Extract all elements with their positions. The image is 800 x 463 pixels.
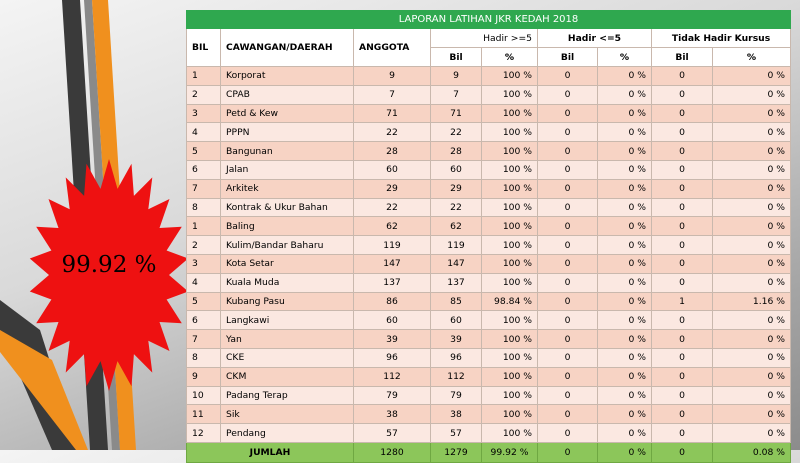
cell-th-bil: 0 <box>652 160 713 179</box>
cell-th-pct: 0 % <box>713 198 791 217</box>
cell-th-pct: 0 % <box>713 254 791 273</box>
table-row <box>187 292 791 311</box>
cell-cawangan: PPPN <box>221 123 354 142</box>
cell-h5-bil: 7 <box>431 85 482 104</box>
cell-hl-bil: 0 <box>538 179 598 198</box>
cell-h5-bil: 57 <box>431 424 482 443</box>
table-row <box>187 123 791 142</box>
cell-hl-bil: 0 <box>538 104 598 123</box>
cell-bil: 5 <box>187 142 221 161</box>
cell-anggota: 60 <box>354 311 431 330</box>
cell-hl-bil: 0 <box>538 142 598 161</box>
table-row <box>187 67 791 86</box>
cell-cawangan: Baling <box>221 217 354 236</box>
cell-anggota: 38 <box>354 405 431 424</box>
cell-cawangan: Kulim/Bandar Baharu <box>221 236 354 255</box>
table-row <box>187 160 791 179</box>
cell-h5-pct: 100 % <box>482 311 538 330</box>
cell-hl-bil: 0 <box>538 292 598 311</box>
cell-bil: 10 <box>187 386 221 405</box>
cell-anggota: 39 <box>354 330 431 349</box>
report-title: LAPORAN LATIHAN JKR KEDAH 2018 <box>187 11 791 29</box>
cell-h5-pct: 100 % <box>482 386 538 405</box>
table-row <box>187 142 791 161</box>
cell-h5-pct: 100 % <box>482 348 538 367</box>
report-table <box>186 10 791 463</box>
cell-bil: 7 <box>187 179 221 198</box>
report-table-container <box>186 10 790 463</box>
total-h5-bil: 1279 <box>431 442 482 462</box>
table-row <box>187 236 791 255</box>
cell-anggota: 112 <box>354 367 431 386</box>
cell-h5-pct: 100 % <box>482 123 538 142</box>
cell-anggota: 28 <box>354 142 431 161</box>
cell-h5-pct: 100 % <box>482 424 538 443</box>
cell-th-bil: 0 <box>652 311 713 330</box>
table-row <box>187 273 791 292</box>
cell-bil: 12 <box>187 424 221 443</box>
cell-hl-pct: 0 % <box>598 424 652 443</box>
total-row <box>187 442 791 462</box>
cell-th-pct: 0 % <box>713 367 791 386</box>
cell-hl-bil: 0 <box>538 424 598 443</box>
cell-hl-bil: 0 <box>538 273 598 292</box>
cell-hl-bil: 0 <box>538 311 598 330</box>
total-anggota: 1280 <box>354 442 431 462</box>
cell-cawangan: Padang Terap <box>221 386 354 405</box>
cell-h5-bil: 85 <box>431 292 482 311</box>
starburst-text: 99.92 % <box>61 252 157 278</box>
cell-th-bil: 0 <box>652 405 713 424</box>
total-th-pct: 0.08 % <box>713 442 791 462</box>
cell-hl-pct: 0 % <box>598 273 652 292</box>
cell-anggota: 147 <box>354 254 431 273</box>
cell-bil: 5 <box>187 292 221 311</box>
cell-cawangan: CKM <box>221 367 354 386</box>
cell-th-pct: 1.16 % <box>713 292 791 311</box>
cell-hl-bil: 0 <box>538 405 598 424</box>
cell-bil: 11 <box>187 405 221 424</box>
header-bil: BIL <box>187 29 221 67</box>
cell-h5-pct: 100 % <box>482 367 538 386</box>
cell-th-pct: 0 % <box>713 424 791 443</box>
cell-th-pct: 0 % <box>713 273 791 292</box>
cell-h5-bil: 96 <box>431 348 482 367</box>
cell-h5-pct: 100 % <box>482 273 538 292</box>
cell-hl-pct: 0 % <box>598 405 652 424</box>
cell-cawangan: Arkitek <box>221 179 354 198</box>
total-th-bil: 0 <box>652 442 713 462</box>
cell-bil: 9 <box>187 367 221 386</box>
cell-th-bil: 0 <box>652 198 713 217</box>
cell-anggota: 71 <box>354 104 431 123</box>
cell-cawangan: Langkawi <box>221 311 354 330</box>
cell-hl-pct: 0 % <box>598 123 652 142</box>
cell-th-pct: 0 % <box>713 104 791 123</box>
cell-hl-pct: 0 % <box>598 85 652 104</box>
cell-th-bil: 0 <box>652 367 713 386</box>
table-row <box>187 254 791 273</box>
cell-bil: 6 <box>187 160 221 179</box>
header-hadir-kurang-5: Hadir <=5 <box>538 29 652 48</box>
cell-hl-pct: 0 % <box>598 367 652 386</box>
table-row <box>187 179 791 198</box>
cell-hl-pct: 0 % <box>598 179 652 198</box>
cell-h5-bil: 60 <box>431 311 482 330</box>
cell-cawangan: CKE <box>221 348 354 367</box>
cell-h5-pct: 100 % <box>482 198 538 217</box>
table-row <box>187 367 791 386</box>
cell-hl-pct: 0 % <box>598 142 652 161</box>
header-cawangan: CAWANGAN/DAERAH <box>221 29 354 67</box>
cell-hl-bil: 0 <box>538 198 598 217</box>
cell-hl-pct: 0 % <box>598 198 652 217</box>
header-hadir-lebih-5: Hadir >=5 <box>431 29 538 48</box>
cell-cawangan: Kubang Pasu <box>221 292 354 311</box>
cell-anggota: 22 <box>354 198 431 217</box>
cell-h5-bil: 9 <box>431 67 482 86</box>
cell-th-bil: 0 <box>652 85 713 104</box>
total-hl-pct: 0 % <box>598 442 652 462</box>
cell-bil: 3 <box>187 104 221 123</box>
cell-bil: 2 <box>187 85 221 104</box>
cell-bil: 3 <box>187 254 221 273</box>
cell-h5-bil: 29 <box>431 179 482 198</box>
cell-h5-bil: 147 <box>431 254 482 273</box>
cell-th-bil: 0 <box>652 424 713 443</box>
cell-h5-bil: 22 <box>431 123 482 142</box>
cell-anggota: 79 <box>354 386 431 405</box>
cell-h5-pct: 100 % <box>482 217 538 236</box>
table-row <box>187 424 791 443</box>
cell-bil: 7 <box>187 330 221 349</box>
cell-hl-pct: 0 % <box>598 104 652 123</box>
cell-bil: 4 <box>187 273 221 292</box>
total-h5-pct: 99.92 % <box>482 442 538 462</box>
header-tidak-hadir: Tidak Hadir Kursus <box>652 29 791 48</box>
cell-hl-bil: 0 <box>538 330 598 349</box>
cell-th-bil: 0 <box>652 386 713 405</box>
cell-anggota: 9 <box>354 67 431 86</box>
total-label: JUMLAH <box>187 442 354 462</box>
table-row <box>187 85 791 104</box>
cell-anggota: 57 <box>354 424 431 443</box>
cell-cawangan: Kuala Muda <box>221 273 354 292</box>
cell-h5-pct: 100 % <box>482 104 538 123</box>
cell-h5-bil: 60 <box>431 160 482 179</box>
cell-h5-bil: 79 <box>431 386 482 405</box>
cell-cawangan: Jalan <box>221 160 354 179</box>
cell-th-bil: 0 <box>652 123 713 142</box>
cell-th-pct: 0 % <box>713 67 791 86</box>
cell-cawangan: Korporat <box>221 67 354 86</box>
cell-th-pct: 0 % <box>713 236 791 255</box>
cell-h5-pct: 100 % <box>482 330 538 349</box>
cell-h5-pct: 100 % <box>482 160 538 179</box>
cell-h5-bil: 62 <box>431 217 482 236</box>
cell-hl-bil: 0 <box>538 386 598 405</box>
cell-cawangan: Petd & Kew <box>221 104 354 123</box>
cell-h5-bil: 112 <box>431 367 482 386</box>
cell-h5-bil: 71 <box>431 104 482 123</box>
cell-th-pct: 0 % <box>713 311 791 330</box>
cell-hl-bil: 0 <box>538 367 598 386</box>
cell-th-pct: 0 % <box>713 85 791 104</box>
subheader-pct: % <box>713 48 791 67</box>
cell-bil: 1 <box>187 217 221 236</box>
table-row <box>187 217 791 236</box>
cell-bil: 2 <box>187 236 221 255</box>
cell-h5-pct: 100 % <box>482 67 538 86</box>
cell-th-bil: 0 <box>652 348 713 367</box>
cell-hl-bil: 0 <box>538 348 598 367</box>
cell-hl-bil: 0 <box>538 123 598 142</box>
cell-cawangan: Kontrak & Ukur Bahan <box>221 198 354 217</box>
cell-hl-bil: 0 <box>538 217 598 236</box>
cell-h5-pct: 98.84 % <box>482 292 538 311</box>
cell-h5-bil: 38 <box>431 405 482 424</box>
cell-th-bil: 0 <box>652 217 713 236</box>
cell-h5-bil: 119 <box>431 236 482 255</box>
cell-hl-pct: 0 % <box>598 67 652 86</box>
cell-th-bil: 1 <box>652 292 713 311</box>
cell-th-bil: 0 <box>652 104 713 123</box>
cell-hl-bil: 0 <box>538 85 598 104</box>
cell-anggota: 29 <box>354 179 431 198</box>
header-anggota: ANGGOTA <box>354 29 431 67</box>
cell-h5-pct: 100 % <box>482 254 538 273</box>
cell-cawangan: Bangunan <box>221 142 354 161</box>
cell-h5-bil: 39 <box>431 330 482 349</box>
cell-hl-pct: 0 % <box>598 311 652 330</box>
cell-anggota: 137 <box>354 273 431 292</box>
cell-anggota: 96 <box>354 348 431 367</box>
cell-th-pct: 0 % <box>713 386 791 405</box>
cell-h5-pct: 100 % <box>482 85 538 104</box>
cell-hl-pct: 0 % <box>598 254 652 273</box>
cell-th-pct: 0 % <box>713 348 791 367</box>
subheader-bil: Bil <box>431 48 482 67</box>
cell-cawangan: Yan <box>221 330 354 349</box>
cell-cawangan: CPAB <box>221 85 354 104</box>
cell-bil: 4 <box>187 123 221 142</box>
report-table-body <box>187 67 791 443</box>
cell-th-pct: 0 % <box>713 405 791 424</box>
cell-hl-pct: 0 % <box>598 236 652 255</box>
cell-th-bil: 0 <box>652 330 713 349</box>
table-row <box>187 330 791 349</box>
cell-th-pct: 0 % <box>713 179 791 198</box>
cell-th-pct: 0 % <box>713 142 791 161</box>
cell-h5-pct: 100 % <box>482 179 538 198</box>
cell-h5-bil: 28 <box>431 142 482 161</box>
subheader-bil: Bil <box>538 48 598 67</box>
table-row <box>187 104 791 123</box>
cell-anggota: 62 <box>354 217 431 236</box>
cell-hl-pct: 0 % <box>598 348 652 367</box>
cell-th-pct: 0 % <box>713 330 791 349</box>
cell-anggota: 7 <box>354 85 431 104</box>
subheader-bil: Bil <box>652 48 713 67</box>
cell-th-bil: 0 <box>652 179 713 198</box>
cell-hl-pct: 0 % <box>598 292 652 311</box>
cell-th-pct: 0 % <box>713 217 791 236</box>
cell-hl-bil: 0 <box>538 160 598 179</box>
cell-anggota: 60 <box>354 160 431 179</box>
cell-h5-bil: 22 <box>431 198 482 217</box>
cell-bil: 8 <box>187 198 221 217</box>
cell-hl-bil: 0 <box>538 236 598 255</box>
cell-h5-pct: 100 % <box>482 142 538 161</box>
table-row <box>187 405 791 424</box>
cell-anggota: 119 <box>354 236 431 255</box>
cell-h5-pct: 100 % <box>482 405 538 424</box>
total-hl-bil: 0 <box>538 442 598 462</box>
cell-hl-pct: 0 % <box>598 330 652 349</box>
cell-anggota: 86 <box>354 292 431 311</box>
cell-anggota: 22 <box>354 123 431 142</box>
table-row <box>187 348 791 367</box>
cell-th-bil: 0 <box>652 273 713 292</box>
cell-bil: 1 <box>187 67 221 86</box>
table-row <box>187 198 791 217</box>
cell-hl-pct: 0 % <box>598 160 652 179</box>
cell-hl-pct: 0 % <box>598 386 652 405</box>
cell-th-bil: 0 <box>652 142 713 161</box>
cell-h5-pct: 100 % <box>482 236 538 255</box>
cell-hl-bil: 0 <box>538 67 598 86</box>
cell-h5-bil: 137 <box>431 273 482 292</box>
cell-bil: 6 <box>187 311 221 330</box>
cell-hl-bil: 0 <box>538 254 598 273</box>
table-row <box>187 311 791 330</box>
cell-th-pct: 0 % <box>713 160 791 179</box>
subheader-pct: % <box>482 48 538 67</box>
subheader-pct: % <box>598 48 652 67</box>
cell-bil: 8 <box>187 348 221 367</box>
cell-th-bil: 0 <box>652 236 713 255</box>
cell-cawangan: Sik <box>221 405 354 424</box>
cell-th-bil: 0 <box>652 67 713 86</box>
cell-hl-pct: 0 % <box>598 217 652 236</box>
cell-th-bil: 0 <box>652 254 713 273</box>
cell-cawangan: Kota Setar <box>221 254 354 273</box>
cell-cawangan: Pendang <box>221 424 354 443</box>
cell-th-pct: 0 % <box>713 123 791 142</box>
table-row <box>187 386 791 405</box>
